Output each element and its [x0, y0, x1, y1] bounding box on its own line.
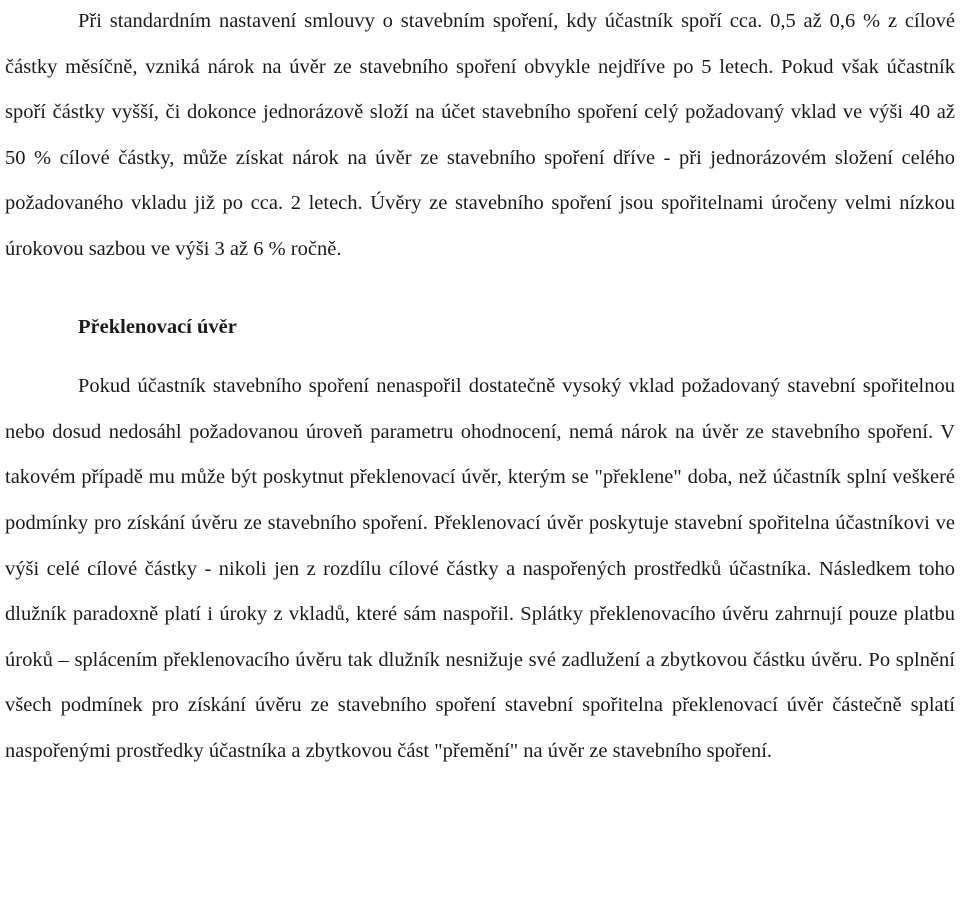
body-paragraph-intro: Při standardním nastavení smlouvy o stavebním spoření, kdy účastník spoří cca. 0,5 až 0,6 % z cílové částky měsíčně, vzniká nárok na úvěr ze stavebního spoření obvykle nejdříve po 5 letech. Pokud však účastník spoří částky vyšší, či dokonce jednorázově složí na účet stavebního spoření celý požadovaný vklad ve výši 40 až 50 % cílové částky, může získat nárok na úvěr ze stavebního spoření dříve - při jednorázovém složení celého požadovaného vkladu již po cca. 2 letech. Úvěry ze stavebního spoření jsou spořitelnami úročeny velmi nízkou úrokovou sazbou ve výši 3 až 6 % ročně. [5, 10, 955, 260]
document-page [5, 0, 955, 775]
body-paragraph-bridging-loan: Pokud účastník stavebního spoření nenaspořil dostatečně vysoký vklad požadovaný stavební spořitelnou nebo dosud nedosáhl požadovanou úroveň parametru ohodnocení, nemá nárok na úvěr ze stavebního spoření. V takovém případě mu může být poskytnut překlenovací úvěr, kterým se "překlene" doba, než účastník splní veškeré podmínky pro získání úvěru ze stavebního spoření. Překlenovací úvěr poskytuje stavební spořitelna účastníkovi ve výši celé cílové částky - nikoli jen z rozdílu cílové částky a naspořených prostředků účastníka. Následkem toho dlužník paradoxně platí i úroky z vkladů, které sám naspořil. Splátky překlenovacího úvěru zahrnují pouze platbu úroků – splácením překlenovacího úvěru tak dlužník nesnižuje své zadlužení a zbytkovou částku úvěru. Po splnění všech podmínek pro získání úvěru ze stavebního spoření stavební spořitelna překlenovací úvěr částečně splatí naspořenými prostředky účastníka a zbytkovou část "přemění" na úvěr ze stavebního spoření. [5, 375, 955, 762]
section-heading: Překlenovací úvěr [78, 315, 237, 338]
